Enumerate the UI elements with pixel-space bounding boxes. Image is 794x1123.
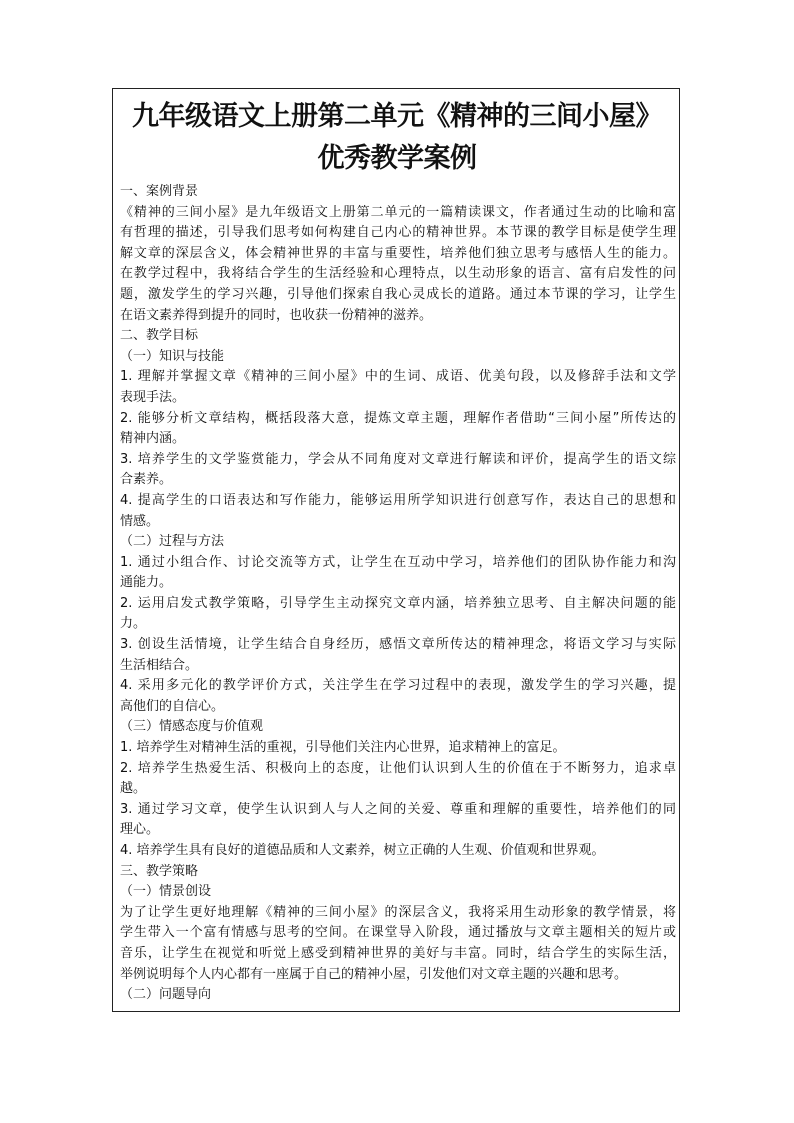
text-line: 高他们的自信心。 (120, 698, 225, 714)
text-line: （一）情景创设 (120, 884, 212, 900)
text-line: 2. 运用启发式教学策略，引导学生主动探究文章内涵，培养独立思考、自主解决问题的能 (120, 595, 676, 611)
text-line: 3. 创设生活情境，让学生结合自身经历，感悟文章所传达的精神理念，将语文学习与实际 (120, 637, 676, 653)
text-line: 在语文素养得到提升的同时，也收获一份精神的滋养。 (120, 307, 433, 323)
text-line: （三）情感态度与价值观 (120, 719, 264, 735)
text-line: 2. 培养学生热爱生活、积极向上的态度，让他们认识到人生的价值在于不断努力，追求卓 (120, 760, 676, 776)
document-title: 九年级语文上册第二单元《精神的三间小屋》 (132, 101, 662, 132)
document-body (120, 182, 676, 1006)
text-line: 2. 能够分析文章结构，概括段落大意，提炼文章主题，理解作者借助“三间小屋”所传达的 (120, 410, 676, 426)
text-line: 生活相结合。 (120, 657, 199, 673)
text-line: 精神内涵。 (120, 431, 186, 447)
text-line: 题，激发学生的学习兴趣，引导他们探索自我心灵成长的道路。通过本节课的学习，让学生 (120, 286, 676, 302)
text-line: 在教学过程中，我将结合学生的生活经验和心理特点，以生动形象的语言、富有启发性的问 (120, 266, 676, 282)
text-line: 举例说明每个人内心都有一座属于自己的精神小屋，引发他们对文章主题的兴趣和思考。 (120, 966, 628, 982)
text-line: 情感。 (120, 513, 160, 529)
text-line: 学生带入一个富有情感与思考的空间。在课堂导入阶段，通过播放与文章主题相关的短片或 (120, 925, 676, 941)
text-line: 表现手法。 (120, 389, 186, 405)
text-line: 通能力。 (120, 575, 173, 591)
text-line: 有哲理的描述，引导我们思考如何构建自己内心的精神世界。本节课的教学目标是使学生理 (120, 225, 676, 241)
text-line: 为了让学生更好地理解《精神的三间小屋》的深层含义，我将采用生动形象的教学情景，将 (120, 904, 676, 920)
text-line: （二）问题导向 (120, 987, 212, 1003)
text-line: 力。 (120, 616, 147, 632)
text-line: 1. 培养学生对精神生活的重视，引导他们关注内心世界，追求精神上的富足。 (120, 740, 566, 756)
text-line: 《精神的三间小屋》是九年级语文上册第二单元的一篇精读课文，作者通过生动的比喻和富 (120, 204, 676, 220)
text-line: 二、教学目标 (120, 328, 199, 344)
text-line: 理心。 (120, 822, 160, 838)
text-line: 解文章的深层含义，体会精神世界的丰富与重要性，培养他们独立思考与感悟人生的能力。 (120, 245, 676, 261)
text-line: 越。 (120, 781, 147, 797)
text-line: （一）知识与技能 (120, 348, 225, 364)
text-line: 3. 培养学生的文学鉴赏能力，学会从不同角度对文章进行解读和评价，提高学生的语文综 (120, 451, 676, 467)
text-line: 合素养。 (120, 472, 173, 488)
document-title-line2: 优秀教学案例 (317, 143, 477, 174)
text-line: 4. 提高学生的口语表达和写作能力，能够运用所学知识进行创意写作，表达自己的思想和 (120, 492, 676, 508)
text-line: 3. 通过学习文章，使学生认识到人与人之间的关爱、尊重和理解的重要性，培养他们的同 (120, 801, 676, 817)
document-frame (112, 88, 680, 1012)
text-line: 1. 理解并掌握文章《精神的三间小屋》中的生词、成语、优美句段，以及修辞手法和文学 (120, 369, 676, 385)
text-line: 4. 采用多元化的教学评价方式，关注学生在学习过程中的表现，激发学生的学习兴趣，提 (120, 678, 676, 694)
text-line: 1. 通过小组合作、讨论交流等方式，让学生在互动中学习，培养他们的团队协作能力和沟 (120, 554, 676, 570)
text-line: 音乐，让学生在视觉和听觉上感受到精神世界的美好与丰富。同时，结合学生的实际生活， (120, 945, 676, 961)
text-line: 一、案例背景 (120, 184, 199, 199)
text-line: 4. 培养学生具有良好的道德品质和人文素养，树立正确的人生观、价值观和世界观。 (120, 843, 605, 858)
text-line: （二）过程与方法 (120, 534, 225, 550)
text-line: 三、教学策略 (120, 863, 199, 879)
